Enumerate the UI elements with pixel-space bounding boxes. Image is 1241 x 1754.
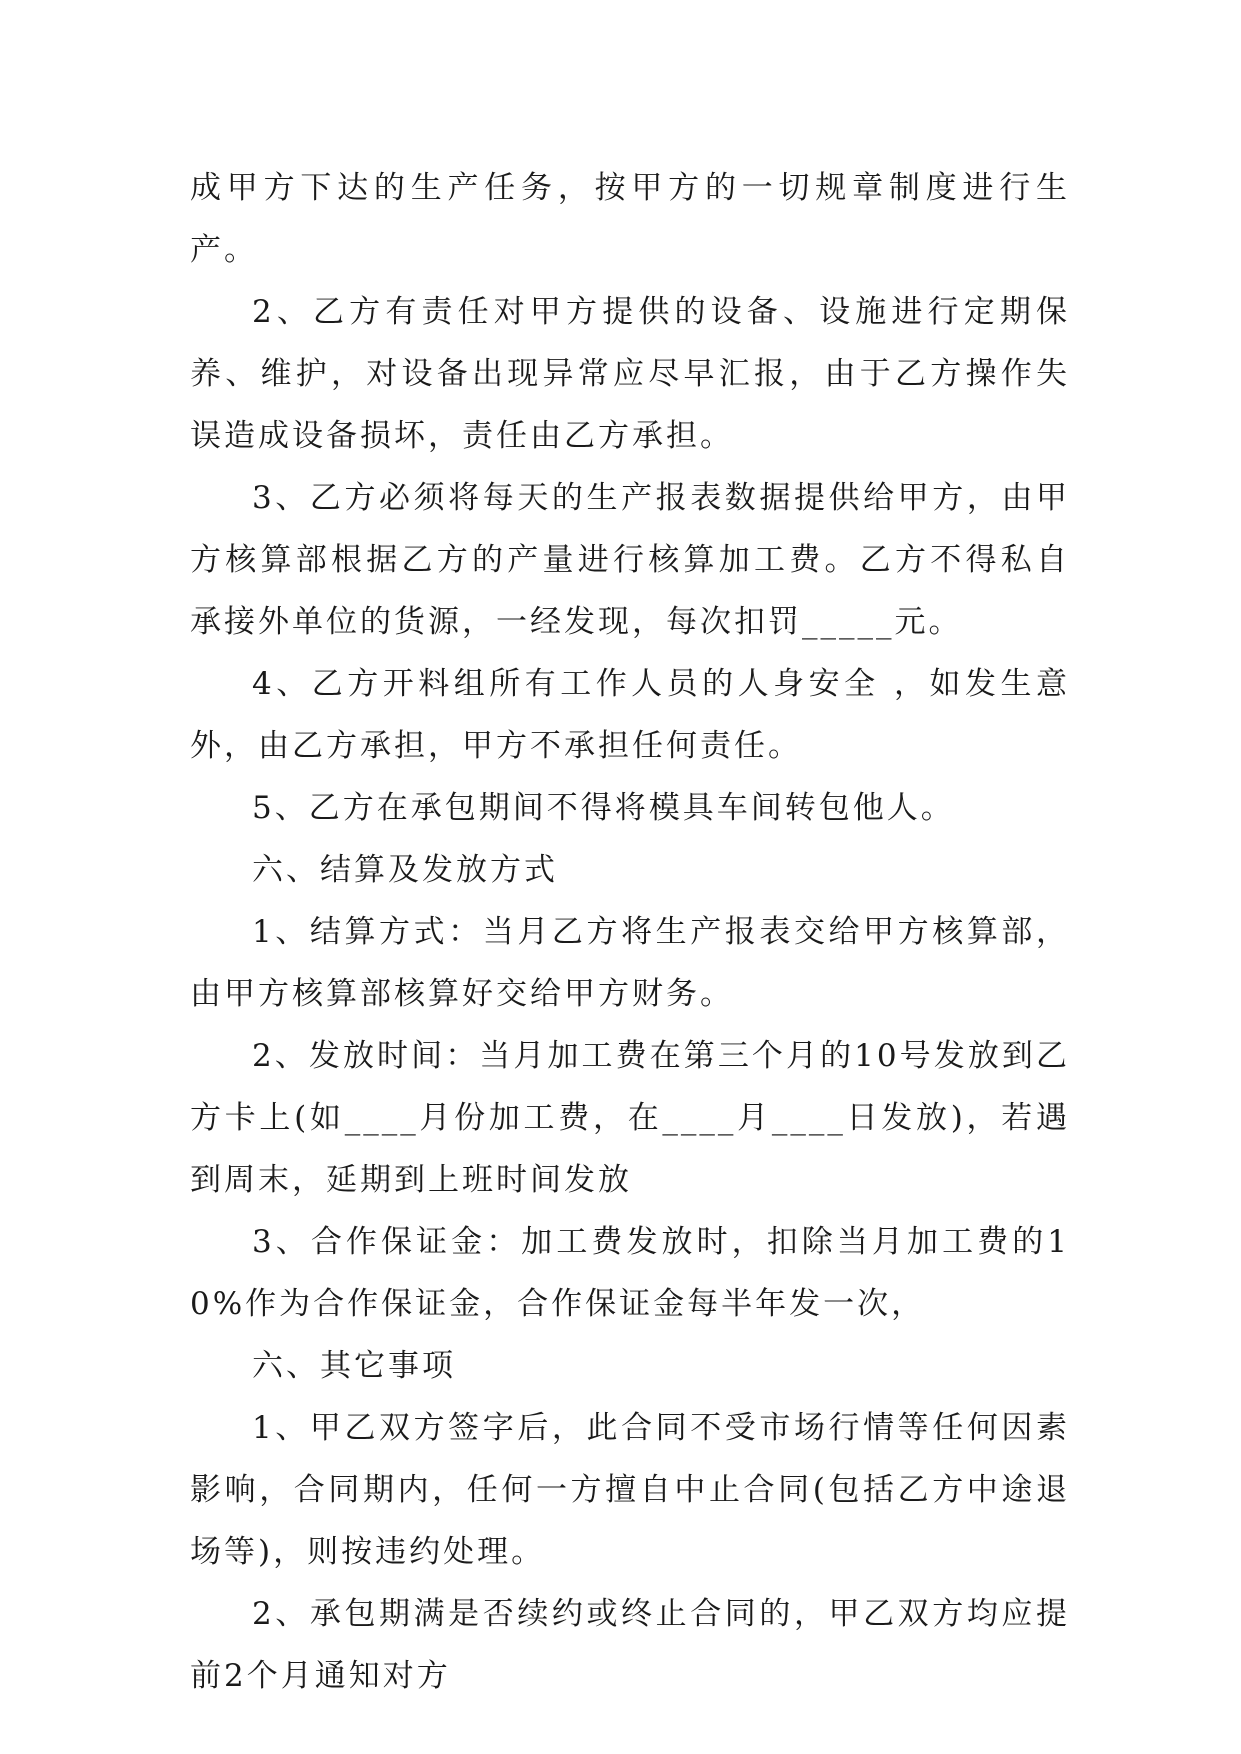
section-heading-settlement: 六、结算及发放方式 bbox=[252, 852, 558, 888]
document-body bbox=[190, 157, 1070, 1707]
paragraph-settlement-method: 1、结算方式：当月乙方将生产报表交给甲方核算部，由甲方核算部核算好交给甲方财务。 bbox=[190, 914, 1070, 1012]
paragraph-payment-time: 2、发放时间：当月加工费在第三个月的10号发放到乙方卡上(如____月份加工费，在____月____日发放)，若遇到周末，延期到上班时间发放 bbox=[190, 1038, 1070, 1198]
paragraph-clause-3-reports: 3、乙方必须将每天的生产报表数据提供给甲方，由甲方核算部根据乙方的产量进行核算加工费。乙方不得私自承接外单位的货源，一经发现，每次扣罚_____元。 bbox=[190, 480, 1070, 640]
paragraph-clause-5-subcontract: 5、乙方在承包期间不得将模具车间转包他人。 bbox=[252, 790, 955, 826]
paragraph-continuation: 成甲方下达的生产任务，按甲方的一切规章制度进行生产。 bbox=[190, 170, 1070, 268]
section-heading-other-matters: 六、其它事项 bbox=[252, 1348, 456, 1384]
paragraph-clause-2-equipment: 2、乙方有责任对甲方提供的设备、设施进行定期保养、维护，对设备出现异常应尽早汇报，由于乙方操作失误造成设备损坏，责任由乙方承担。 bbox=[190, 294, 1070, 454]
paragraph-clause-4-safety: 4、乙方开料组所有工作人员的人身安全 ，如发生意外，由乙方承担，甲方不承担任何责任。 bbox=[190, 666, 1070, 764]
paragraph-other-1-breach: 1、甲乙双方签字后，此合同不受市场行情等任何因素影响，合同期内，任何一方擅自中止合同(包括乙方中途退场等)，则按违约处理。 bbox=[190, 1410, 1070, 1570]
paragraph-other-2-renewal: 2、承包期满是否续约或终止合同的，甲乙双方均应提前2个月通知对方 bbox=[190, 1596, 1070, 1694]
paragraph-deposit: 3、合作保证金：加工费发放时，扣除当月加工费的10%作为合作保证金，合作保证金每半年发一次， bbox=[190, 1224, 1070, 1322]
